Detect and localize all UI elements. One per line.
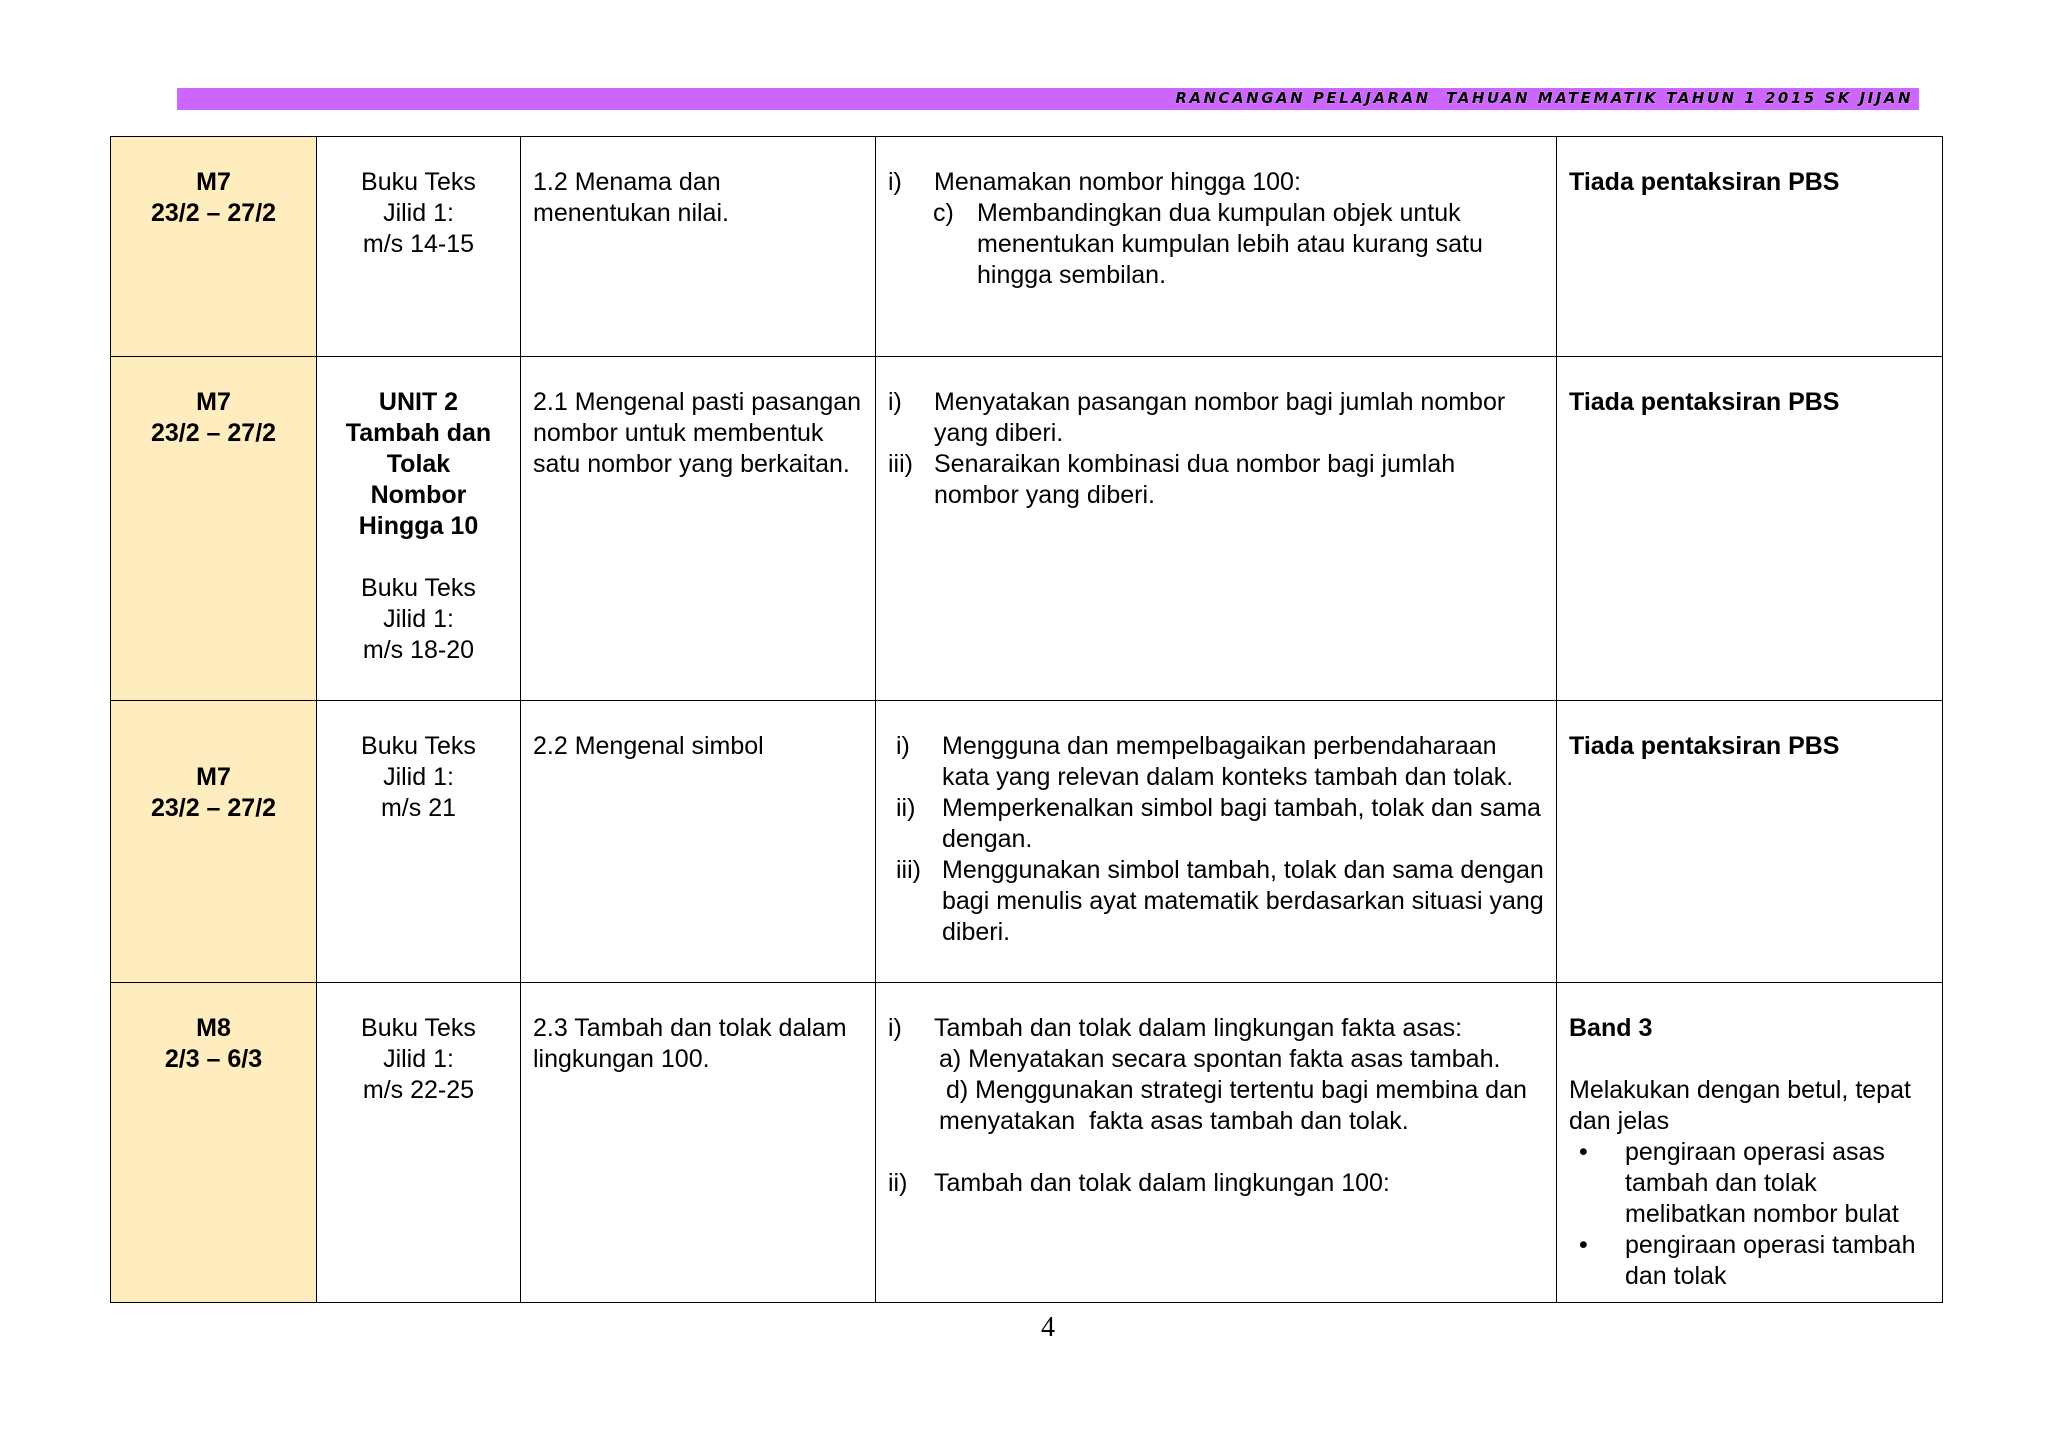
assessment-cell [1557,137,1943,357]
bullet-icon: • [1579,1138,1588,1166]
assessment-cell [1557,701,1943,983]
objective-number: i) [888,388,902,416]
table-row [111,137,1943,357]
book-title: Buku Teks [361,574,476,602]
book-title: Buku Teks [361,168,476,196]
standard-cell [521,357,876,701]
book-pages: m/s 22-25 [362,1076,475,1104]
unit-line: Tolak [386,450,451,478]
book-pages: m/s 21 [380,794,457,822]
objective-number: i) [888,168,902,196]
week-label: M7 [196,763,231,791]
objective-number: ii) [896,794,916,822]
table-row [111,983,1943,1303]
reference-cell [317,137,521,357]
objective-item [896,731,1544,793]
reference-cell [317,357,521,701]
objective-subitem: a) Menyatakan secara spontan fakta asas tambah. [939,1045,1501,1073]
unit-line: Tambah dan [345,419,492,447]
subitem-text: Membandingkan dua kumpulan objek untuk menentukan kumpulan lebih atau kurang satu hingga sembilan. [977,199,1483,289]
lesson-plan-table [110,136,1943,1303]
list-item [1569,1230,1930,1292]
objective-item [888,449,1544,511]
objective-text: Menggunakan simbol tambah, tolak dan sama dengan bagi menulis ayat matematik berdasarkan situasi yang diberi. [942,856,1544,946]
week-cell [111,357,317,701]
objective-number: iii) [896,856,921,884]
objective-text: Menyatakan pasangan nombor bagi jumlah nombor yang diberi. [934,388,1506,447]
header-bar [177,88,1919,110]
band-label: Band 3 [1569,1014,1653,1042]
week-label: M8 [196,1014,231,1042]
objective-text: Menamakan nombor hingga 100: [934,168,1301,196]
standard-cell [521,137,876,357]
content-standard: 2.1 Mengenal pasti pasangan nombor untuk membentuk satu nombor yang berkaitan. [533,388,862,478]
objectives-cell [876,137,1557,357]
bullet-text: pengiraan operasi asas tambah dan tolak melibatkan nombor bulat [1625,1138,1899,1228]
table-row [111,357,1943,701]
page-number: 4 [1041,1312,1055,1343]
objective-text: Tambah dan tolak dalam lingkungan 100: [934,1169,1390,1197]
objective-text: Memperkenalkan simbol bagi tambah, tolak dan sama dengan. [942,794,1541,853]
objective-text: Tambah dan tolak dalam lingkungan fakta asas: [934,1014,1463,1042]
week-dates: 23/2 – 27/2 [150,199,277,227]
objective-subitem [888,198,1544,291]
objective-item [896,855,1544,948]
objective-subitem: d) Menggunakan strategi tertentu bagi membina dan menyatakan fakta asas tambah dan tolak. [939,1076,1534,1135]
objective-text: Mengguna dan mempelbagaikan perbendaharaan kata yang relevan dalam konteks tambah dan tolak. [942,732,1514,791]
assessment-cell [1557,357,1943,701]
book-pages: m/s 18-20 [362,636,475,664]
content-standard: 1.2 Menama dan menentukan nilai. [533,168,729,227]
objective-item [888,167,1544,198]
week-cell [111,701,317,983]
assessment-cell [1557,983,1943,1303]
book-volume: Jilid 1: [383,1045,454,1073]
unit-heading [329,387,508,542]
header-title: RANCANGAN PELAJARAN TAHUAN MATEMATIK TAHUN 1 2015 SK JIJAN [1175,89,1913,107]
book-title: Buku Teks [361,1014,476,1042]
content-standard: 2.3 Tambah dan tolak dalam lingkungan 100. [533,1014,847,1073]
objective-item [896,793,1544,855]
bullet-icon: • [1579,1231,1588,1259]
book-volume: Jilid 1: [383,605,454,633]
assessment-text: Tiada pentaksiran PBS [1569,732,1840,760]
objectives-cell [876,701,1557,983]
bullet-text: pengiraan operasi tambah dan tolak [1625,1231,1916,1290]
book-volume: Jilid 1: [383,763,454,791]
week-dates: 23/2 – 27/2 [150,419,277,447]
book-volume: Jilid 1: [383,199,454,227]
reference-cell [317,701,521,983]
objective-item [888,1013,1544,1044]
week-label: M7 [196,388,231,416]
assessment-text: Tiada pentaksiran PBS [1569,388,1840,416]
objective-text: Senaraikan kombinasi dua nombor bagi jumlah nombor yang diberi. [934,450,1456,509]
objectives-cell [876,983,1557,1303]
week-cell [111,137,317,357]
content-standard: 2.2 Mengenal simbol [533,732,764,760]
objective-number: ii) [888,1169,908,1197]
assessment-text: Tiada pentaksiran PBS [1569,168,1840,196]
standard-cell [521,701,876,983]
reference-cell [317,983,521,1303]
book-title: Buku Teks [361,732,476,760]
objective-item [888,387,1544,449]
objectives-cell [876,357,1557,701]
week-cell [111,983,317,1303]
objective-number: i) [896,732,910,760]
unit-line: UNIT 2 [378,388,459,416]
band-description: Melakukan dengan betul, tepat dan jelas [1569,1076,1911,1135]
week-dates: 2/3 – 6/3 [164,1045,263,1073]
week-dates: 23/2 – 27/2 [150,794,277,822]
book-pages: m/s 14-15 [362,230,475,258]
unit-line: Nombor [370,481,467,509]
table-row [111,701,1943,983]
list-item [1569,1137,1930,1230]
week-label: M7 [196,168,231,196]
objective-number: iii) [888,450,913,478]
standard-cell [521,983,876,1303]
objective-item [888,1168,1544,1199]
subitem-letter: c) [933,199,954,227]
objective-number: i) [888,1014,902,1042]
unit-line: Hingga 10 [358,512,479,540]
